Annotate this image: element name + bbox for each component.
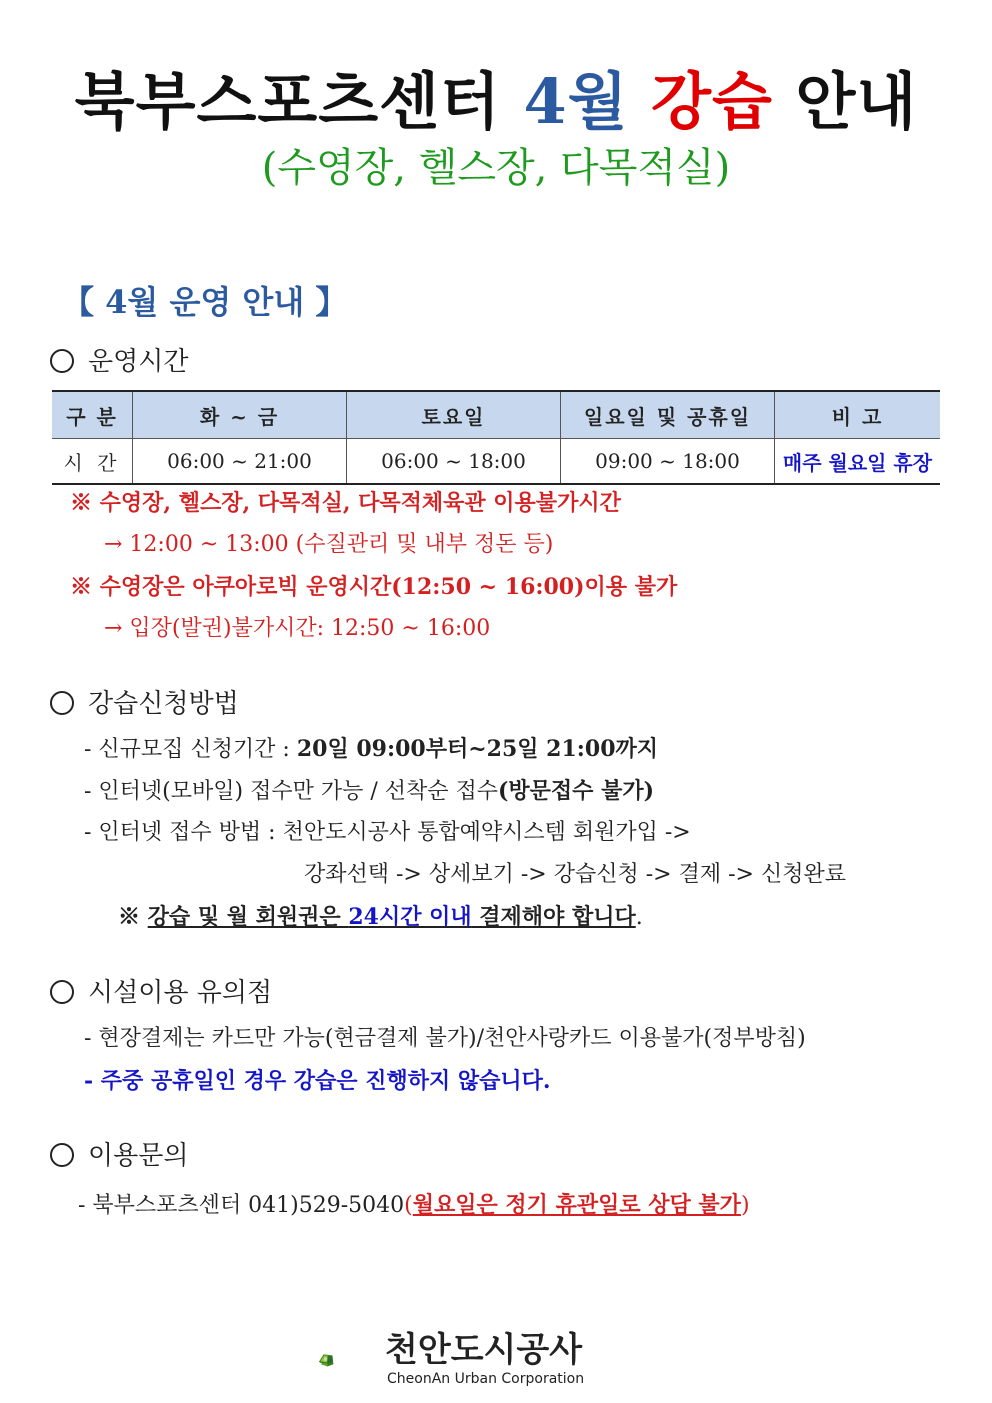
ops-heading-text: 운영시간 bbox=[88, 347, 189, 377]
closed-time-detail: → 12:00 ~ 13:00 (수질관리 및 내부 정돈 등) bbox=[104, 532, 554, 557]
page-subtitle: (수영장, 헬스장, 다목적실) bbox=[261, 145, 731, 191]
table-cell: 06:00 ~ 21:00 bbox=[133, 439, 347, 485]
table-header: 화 ~ 금 bbox=[133, 391, 347, 439]
circle-bullet-icon bbox=[50, 691, 74, 715]
table-cell: 09:00 ~ 18:00 bbox=[561, 439, 775, 485]
apply-method: - 인터넷 접수 방법 : 천안도시공사 통합예약시스템 회원가입 -> bbox=[84, 820, 691, 845]
payment-deadline-underlined bbox=[148, 904, 636, 930]
operating-hours-table bbox=[52, 390, 940, 485]
circle-bullet-icon bbox=[50, 349, 74, 373]
payment-deadline-period: . bbox=[635, 905, 643, 930]
payment-deadline-end: 결제해야 합니다 bbox=[471, 904, 636, 930]
closed-time-note: ※ 수영장, 헬스장, 다목적실, 다목적체육관 이용불가시간 bbox=[70, 490, 621, 516]
table-header: 일요일 및 공휴일 bbox=[561, 391, 775, 439]
table-cell-note: 매주 월요일 휴장 bbox=[775, 439, 941, 485]
table-cell: 06:00 ~ 18:00 bbox=[347, 439, 561, 485]
apply-channel-note: (방문접수 불가) bbox=[498, 778, 655, 804]
table-row bbox=[52, 439, 940, 485]
title-text: 북부스포츠센터 bbox=[74, 65, 524, 138]
apply-period-value: 20일 09:00부터~25일 21:00까지 bbox=[296, 736, 659, 762]
page-title bbox=[0, 62, 992, 142]
payment-deadline-hours: 24시간 이내 bbox=[348, 904, 472, 930]
circle-bullet-icon bbox=[50, 980, 74, 1004]
note-mark: ※ bbox=[118, 904, 148, 930]
section-heading: 【 4월 운영 안내 】 bbox=[62, 283, 348, 321]
table-header: 비 고 bbox=[775, 391, 941, 439]
inquiry-contact bbox=[78, 1189, 750, 1222]
apply-channel-text: - 인터넷(모바일) 접수만 가능 / 선착순 접수 bbox=[84, 779, 499, 804]
table-header: 구 분 bbox=[52, 391, 133, 439]
inquiry-heading-text: 이용문의 bbox=[88, 1141, 189, 1171]
apply-method-steps: 강좌선택 -> 상세보기 -> 강습신청 -> 결제 -> 신청완료 bbox=[304, 862, 846, 887]
inquiry-phone: - 북부스포츠센터 041)529-5040 bbox=[78, 1193, 405, 1218]
payment-card-note: - 현장결제는 카드만 가능(현금결제 불가)/천안사랑카드 이용불가(정부방침) bbox=[84, 1026, 806, 1051]
table-header-row bbox=[52, 391, 940, 439]
apply-heading bbox=[50, 686, 239, 722]
inquiry-heading bbox=[50, 1138, 188, 1174]
company-logo-name: 천안도시공사 bbox=[385, 1330, 583, 1370]
circle-bullet-icon bbox=[50, 1143, 74, 1167]
title-month: 4월 bbox=[523, 65, 629, 138]
inquiry-closed-note: 월요일은 정기 휴관일로 상담 불가 bbox=[412, 1192, 741, 1218]
ops-heading bbox=[50, 344, 188, 380]
title-lesson: 강습 bbox=[651, 65, 773, 138]
inquiry-paren-close: ) bbox=[740, 1193, 750, 1218]
payment-deadline-note bbox=[118, 901, 643, 934]
company-logo-icon bbox=[318, 1330, 388, 1390]
table-cell: 시 간 bbox=[52, 439, 133, 485]
apply-period-label: - 신규모집 신청기간 : bbox=[84, 737, 297, 762]
company-logo-subtitle: CheonAn Urban Corporation bbox=[387, 1371, 585, 1387]
payment-deadline-text: 강습 및 월 회원권은 bbox=[147, 904, 349, 930]
table-header: 토요일 bbox=[347, 391, 561, 439]
apply-channel bbox=[84, 775, 654, 808]
inquiry-paren-open: ( bbox=[404, 1193, 413, 1218]
title-info: 안내 bbox=[772, 65, 918, 138]
facility-heading bbox=[50, 975, 272, 1011]
holiday-note: - 주중 공휴일인 경우 강습은 진행하지 않습니다. bbox=[84, 1068, 551, 1094]
apply-period bbox=[84, 733, 658, 766]
apply-heading-text: 강습신청방법 bbox=[88, 689, 239, 719]
facility-heading-text: 시설이용 유의점 bbox=[88, 978, 273, 1008]
aquarobic-detail: → 입장(발권)불가시간: 12:50 ~ 16:00 bbox=[104, 616, 491, 641]
aquarobic-note: ※ 수영장은 아쿠아로빅 운영시간(12:50 ~ 16:00)이용 불가 bbox=[70, 574, 678, 600]
